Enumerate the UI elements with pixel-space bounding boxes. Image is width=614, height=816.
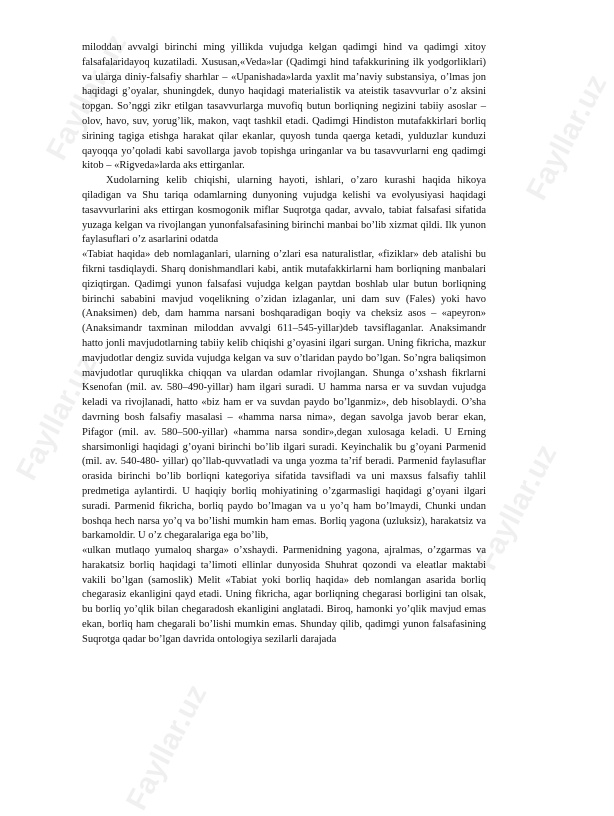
paragraph-3: «Tabiat haqida» deb nomlaganlari, ularning o’zlari esa naturalistlar, «fiziklar» deb atalishi bu fikrni tasdiqlaydi. Sharq donishmandlari kabi, antik mutafakkirlarni ham borliqning manbalari qiziqtirgan. Qadimgi yunon falsafasi vujudga kelgan paytdan boshlab ular butun borliqning birinchi sababini mavjud voqelikning o’zidan izlaganlar, uni dam suv (Fales) yoki havo (Anaksimen) deb, dam hamma narsani boshqaradigan boqiy va cheksiz asos – «apeyron» (Anaksimandr taxminan miloddan avvalgi 611–545-yillar)deb tavsiflaganlar. Anaksimandr hatto jonli mavjudotlarning tabiiy kelib chiqishi g’oyasini ilgari surgan. Uning fikricha, mazkur mavjudotlar dengiz suvida vujudga kelgan va suv o’tlaridan paydo bo’lgan. So’ngra baliqsimon mavjudotlar quruqlikka chiqqan va ulardan odamlar rivojlangan. Shunga o’xshash fikrlarni Ksenofan (mil. av. 580–490-yillar) ham ilgari suradi. U hamma narsa er va suvdan vujudga keladi va rivojlanadi, hatto «biz ham er va suvdan paydo bo’lganmiz», deb hisoblaydi. O’sha davrning bosh falsafiy masalasi – «hamma narsa nima», degan savolga javob berar ekan, Pifagor (mil. av. 580–500-yillar) «hamma narsa sondir»,degan xulosaga keladi. U Erning sharsimonligi haqidagi g’oyani birinchi bo’lib ilgari suradi. Keyinchalik bu g’oyani Parmenid (mil. av. 540-480- yillar) qo’llab-quvvatladi va unga yozma ta’rif beradi. Parmenid faylasuflar orasida birinchi bo’lib borliqni kategoriya sifatida tavsifladi va uni maxsus falsafiy tahlil predmetiga aylantirdi. U haqiqiy borliq mohiyatining o’zgarmasligi haqidagi g’oyani ilgari suradi. Parmenid fikricha, borliq paydo bo’lmagan va u yo’q ham bo’lmaydi, Chunki undan boshqa hech narsa yo’q va bo’lishi mumkin ham emas. Borliq yagona (uzluksiz), harakatsiz va barkamoldir. U o’z chegaralariga ega bo’lib, <box>82 249 486 542</box>
paragraph-4: «ulkan mutlaqo yumaloq sharga» o’xshaydi. Parmenidning yagona, ajralmas, o’zgarmas va harakatsiz borliq haqidagi ta’limoti ellinlar dunyosida Shuhrat qozondi va eleatlar maktabi vakili bo’lgan (samoslik) Melit «Tabiat yoki borliq haqida» deb nomlangan asarida borliq chegarasiz ekanligini qayd etadi. Uning fikricha, agar borliqning chegarasi borligini tan olsak, bu borliq yo’qlik bilan chegaradosh ekanligini anglatadi. Biroq, hamonki yo’qlik mavjud emas ekan, borliq ham chegarali bo’lishi mumkin emas. Shunday qilib, qadimgi yunon falsafasining Suqrotga qadar bo’lgan davrida ontologiya sezilarli darajada <box>82 545 486 645</box>
watermark: Fayllar.uz <box>10 349 104 486</box>
watermark: Fayllar.uz <box>120 679 214 816</box>
paragraph-2: Xudolarning kelib chiqishi, ularning hayoti, ishlari, o’zaro kurashi haqida hikoya qiladigan va Shu tariqa odamlarning dunyoning vujudga kelishi va evolyusiyasi haqidagi tasavvurlarini aks ettirgan kosmogonik miflar Suqrotga qadar, avvalo, tabiat falsafasi sifatida yuzaga kelgan va rivojlangan yunonfalsafasining birinchi manbai bo’lib xizmat qildi. Ilk yunon faylasuflari o’z asarlarini odatda <box>82 175 486 246</box>
watermark: Fayllar.uz <box>40 29 134 166</box>
document-page <box>82 41 486 648</box>
watermark: Fayllar.uz <box>470 439 564 576</box>
watermark: Fayllar.uz <box>520 69 614 206</box>
paragraph-1: miloddan avvalgi birinchi ming yillikda vujudga kelgan qadimgi hind va qadimgi xitoy falsafalaridayoq kuzatiladi. Xususan,«Veda»lar (Qadimgi hind tafakkurining ilk yodgorliklari) va ularga diniy-falsafiy sharhlar – «Upanishada»larda yaxlit ma’naviy substansiya, o’lmas jon haqidagi g’oyalar, shuningdek, dunyo haqidagi materialistik va ateistik tasavvurlar o’z aksini topgan. So’nggi zikr etilgan tasavvurlarga muvofiq butun borliqning negizini tabiiy asoslar – olov, havo, suv, yorug’lik, makon, vaqt tashkil etadi. Qadimgi Hindiston mutafakkirlari borliq sirining tagiga etishga harakat qilar ekanlar, quyosh tunda qaerga ketadi, yulduzlar kunduzi qayoqqa yo’qoladi kabi savollarga javob topishga uringanlar va bu tasavvurlarni eng qadimgi kitob – «Rigveda»larda aks ettirganlar. <box>82 42 486 172</box>
